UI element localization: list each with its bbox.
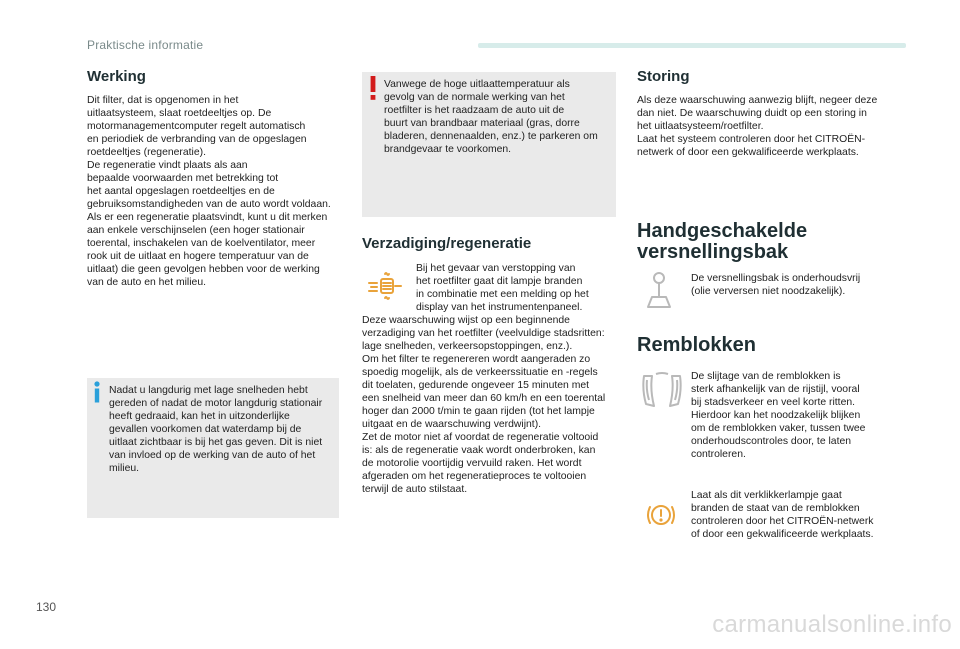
heading-werking: Werking [87,68,146,85]
heading-versnellingsbak: Handgeschakelde versnellingsbak [637,220,808,263]
brake-pads-icon [639,367,685,413]
remblokken-warning-body: Laat als dit verklikkerlampje gaat branden de staat van de remblokken controleren door het CITROËN-netwerk of door een gekwalificeerde werkplaats. [691,490,874,540]
werking-body: Dit filter, dat is opgenomen in het uitlaatsysteem, slaat roetdeeltjes op. De motormanagementcomputer regelt automatisch en periodiek de verbranding van de opgeslagen roetdeeltjes (regeneratie). De regeneratie vindt plaats als aan bepaalde voorwaarden met betrekking tot het aantal opgeslagen roetdeeltjes en de gebruiksomstandigheden van de auto wordt voldaan. Als er een regeneratie plaatsvindt, kunt u dit merken aan enkele verschijnselen (een hoger stationair toerental, inschakelen van de koelventilator, meer rook uit de uitlaat en hogere temperatuur van de uitlaat) die geen gevolgen hebben voor de werking van de auto en het milieu. [87,95,331,288]
heading-remblokken: Remblokken [637,334,756,356]
watermark: carmanualsonline.info [712,611,952,638]
verzadiging-intro: Bij het gevaar van verstopping van het roetfilter gaat dit lampje branden in combinatie met een melding op het display van het instrumentenpaneel. [416,263,589,313]
warning-box-text: Vanwege de hoge uitlaattemperatuur als gevolg van de normale werking van het roetfilter is het raadzaam de auto uit de buurt van brandbaar materiaal (gras, dorre bladeren, dennenaalden, enz.) te parkeren om brandgevaar te voorkomen. [384,79,598,155]
page-number: 130 [36,600,57,614]
warning-box [362,72,616,217]
heading-verzadiging: Verzadiging/regeneratie [362,235,532,252]
storing-body: Als deze waarschuwing aanwezig blijft, negeer deze dan niet. De waarschuwing duidt op een storing in het uitlaatsysteem/roetfilter. Laat het systeem controleren door het CITROËN- netwerk of door een gekwalificeerde werkplaats. [637,95,878,158]
header-accent-bar [478,43,906,48]
gear-lever-icon [639,270,679,310]
particle-filter-warning-icon [365,266,405,306]
remblokken-body: De slijtage van de remblokken is sterk afhankelijk van de rijstijl, vooral bij stadsverkeer en veel korte ritten. Hierdoor kan het noodzakelijk blijken om de remblokken vaker, tussen twee onderhoudscontroles door, te laten controleren. [691,371,866,460]
heading-storing: Storing [637,68,690,85]
info-box-text: Nadat u langdurig met lage snelheden hebt gereden of nadat de motor langdurig stationair heeft gedraaid, kan het in uitzonderlijke gevallen voorkomen dat waterdamp bij de uitlaat zichtbaar is bij het gas geven. Dit is niet van invloed op de werking van de auto of het milieu. [109,385,323,474]
exclamation-icon [370,76,376,105]
section-header: Praktische informatie [87,38,204,52]
verzadiging-body: Deze waarschuwing wijst op een beginnende verzadiging van het roetfilter (veelvuldige stadsritten: lage snelheden, verkeersopstoppingen, enz.). Om het filter te regenereren wordt aangeraden zo spoedig mogelijk, als de verkeerssituatie en -regels dit toelaten, gedurende ongeveer 15 minuten met een snelheid van meer dan 60 km/h en een toerental hoger dan 2000 t/min te gaan rijden (tot het lampje uitgaat en de waarschuwing verdwijnt). Zet de motor niet af voordat de regeneratie voltooid is: als de regeneratie vaak wordt onderbroken, kan de motorolie voortijdig vervuild raken. Het wordt afgeraden om het regeneratieproces te voltooien terwijl de auto stilstaat. [362,315,606,495]
info-box [87,378,339,518]
versnellingsbak-body: De versnellingsbak is onderhoudsvrij (olie verversen niet noodzakelijk). [691,273,861,297]
brake-pad-warning-icon [644,498,678,532]
info-icon [94,381,100,408]
